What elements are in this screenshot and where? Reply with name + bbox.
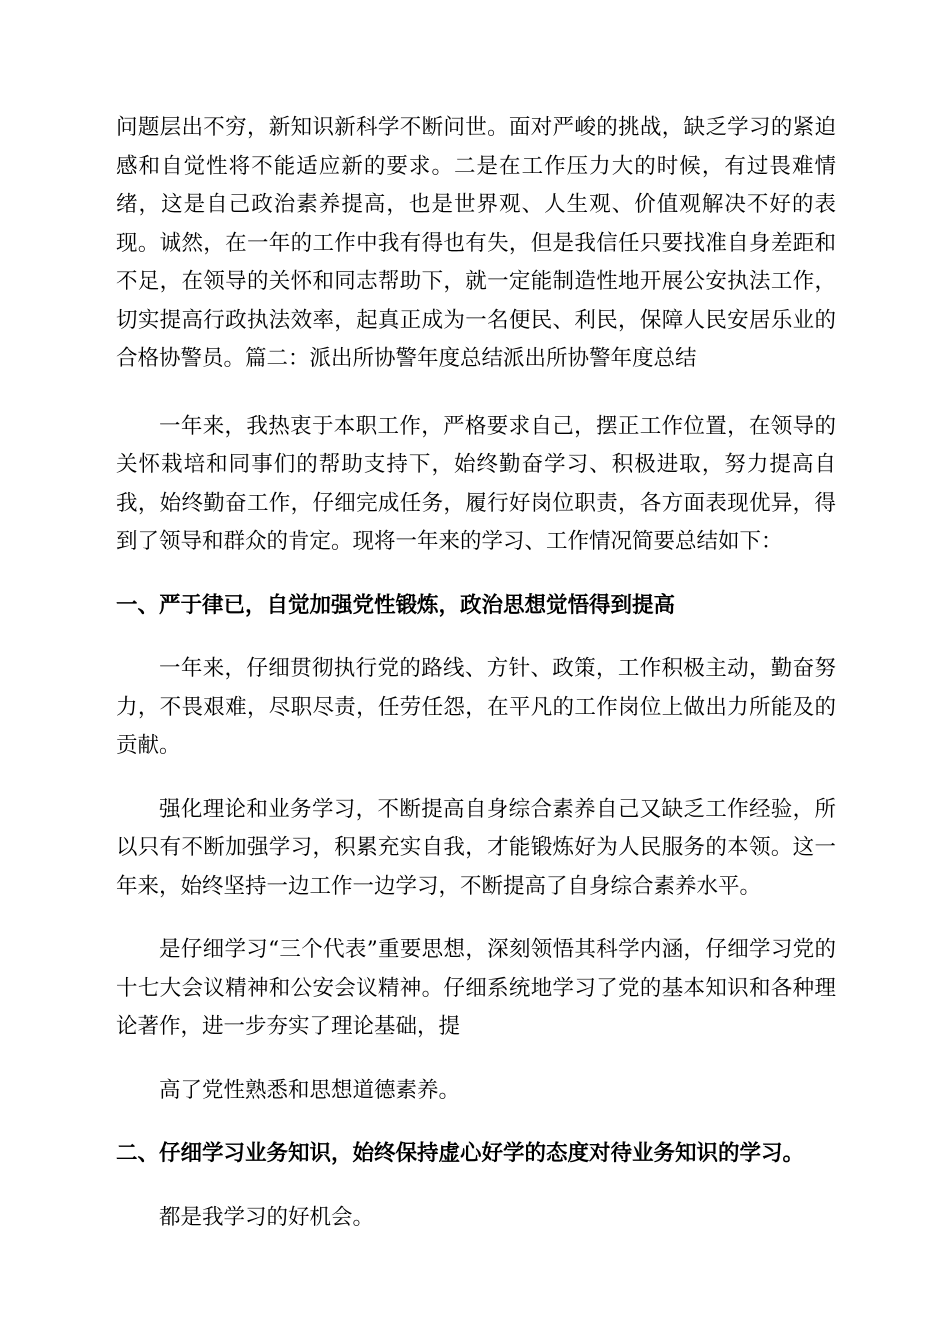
paragraph-5: 是仔细学习“三个代表”重要思想，深刻领悟其科学内涵，仔细学习党的十七大会议精神和公安会议精神。仔细系统地学习了党的基本知识和各种理论著作，进一步夯实了理论基础，提 <box>116 937 836 1039</box>
section-heading-1: 一、严于律已，自觉加强党性锻炼，政治思想觉悟得到提高 <box>116 592 676 618</box>
paragraph-3: 一年来，仔细贯彻执行党的路线、方针、政策，工作积极主动，勤奋努力，不畏艰难，尽职尽责，任劳任怨，在平凡的工作岗位上做出力所能及的贡献。 <box>116 656 836 758</box>
paragraph-7: 都是我学习的好机会。 <box>159 1204 375 1230</box>
paragraph-2: 一年来，我热衷于本职工作，严格要求自己，摆正工作位置，在领导的关怀栽培和同事们的帮助支持下，始终勤奋学习、积极进取，努力提高自我，始终勤奋工作，仔细完成任务，履行好岗位职责，各方面表现优异，得到了领导和群众的肯定。现将一年来的学习、工作情况简要总结如下： <box>116 413 836 554</box>
document-page <box>116 109 836 1237</box>
paragraph-4: 强化理论和业务学习，不断提高自身综合素养自己又缺乏工作经验，所以只有不断加强学习，积累充实自我，才能锻炼好为人民服务的本领。这一年来，始终坚持一边工作一边学习，不断提高了自身综合素养水平。 <box>116 796 836 899</box>
section-heading-2: 二、仔细学习业务知识，始终保持虚心好学的态度对待业务知识的学习。 <box>116 1141 805 1166</box>
paragraph-6: 高了党性熟悉和思想道德素养。 <box>159 1077 461 1103</box>
paragraph-1: 问题层出不穷，新知识新科学不断问世。面对严峻的挑战，缺乏学习的紧迫感和自觉性将不能适应新的要求。二是在工作压力大的时候，有过畏难情绪，这是自己政治素养提高，也是世界观、人生观、价值观解决不好的表现。诚然，在一年的工作中我有得也有失，但是我信任只要找准自身差距和不足，在领导的关怀和同志帮助下，就一定能制造性地开展公安执法工作，切实提高行政执法效率，起真正成为一名便民、利民，保障人民安居乐业的合格协警员。篇二：派出所协警年度总结派出所协警年度总结 <box>116 115 836 371</box>
